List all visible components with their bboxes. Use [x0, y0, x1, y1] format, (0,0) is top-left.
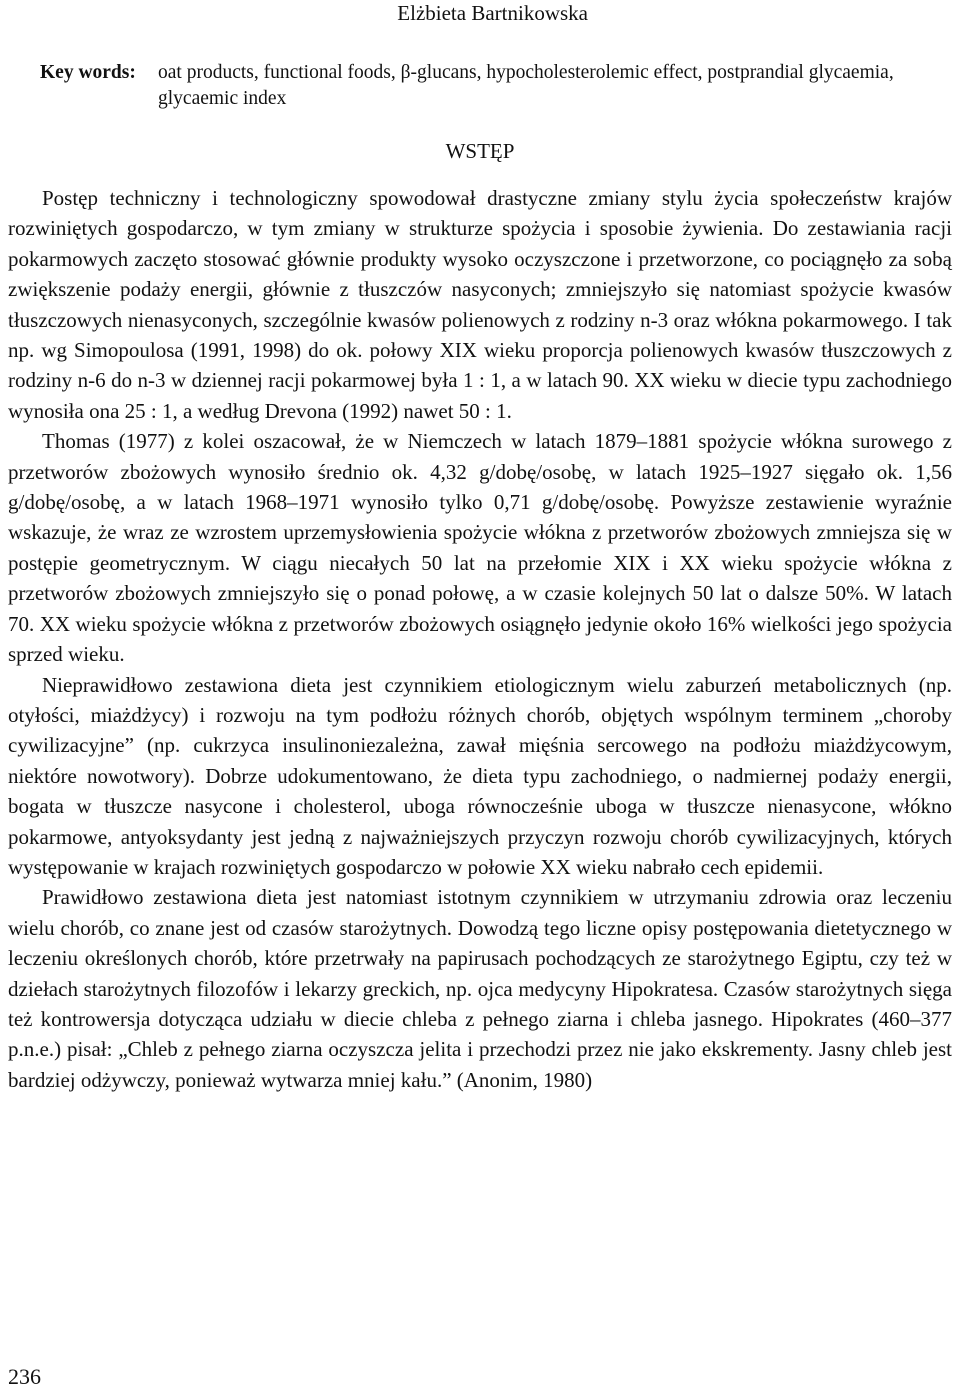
section-title: WSTĘP: [445, 139, 515, 163]
paragraph: Thomas (1977) z kolei oszacował, że w Niemczech w latach 1879–1881 spożycie włókna surowego z przetworów zbożowych wynosiło średnio ok. 4,32 g/dobę/osobę, w latach 1925–1927 sięgało ok. 1,56 g/dobę/osobę, a w latach 1968–1971 wynosiło tylko 0,71 g/dobę/osobę. Powyższe zestawienie wyraźnie wskazuje, że wraz ze wzrostem uprzemysłowienia spożycie włókna z przetworów zbożowych zmniejsza się w postępie geometrycznym. W ciągu niecałych 50 lat na przełomie XIX i XX wieku spożycie włókna z przetworów zbożowych zmniejszyło się o ponad połowę, a w czasie kolejnych 50 lat o dalsze 50%. W latach 70. XX wieku spożycie włókna z przetworów zbożowych osiągnęło jedynie około 16% wielkości jego spożycia sprzed wieku.: [8, 429, 952, 667]
paragraph: Nieprawidłowo zestawiona dieta jest czynnikiem etiologicznym wielu zaburzeń metabolicznych (np. otyłości, miażdżycy) i rozwoju na tym podłożu różnych chorób, objętych wspólnym terminem „choroby cywilizacyjne” (np. cukrzyca insulinoniezależna, zawał mięśnia sercowego na podłożu miażdżycowym, niektóre nowotwory). Dobrze udokumentowano, że dieta typu zachodniego, o nadmiernej podaży energii, bogata w tłuszcze nasycone i cholesterol, uboga równocześnie uboga w tłuszcze nienasycone, włókno pokarmowe, antyoksydanty jest jedną z najważniejszych przyczyn rozwoju chorób cywilizacyjnych, których występowanie w krajach rozwiniętych gospodarczo w połowie XX wieku nabrało cech epidemii.: [8, 672, 952, 879]
paragraph: Prawidłowo zestawiona dieta jest natomiast istotnym czynnikiem w utrzymaniu zdrowia oraz leczeniu wielu chorób, co znane jest od czasów starożytnych. Dowodzą tego liczne opisy postępowania dietetycznego w leczeniu określonych chorób, które przetrwały na papirusach pochodzących ze starożytnego Egiptu, czy też w dziełach starożytnych filozofów i lekarzy greckich, np. ojca medycyny Hipokratesa. Czasów starożytnych sięga też kontrowersja dotycząca udziału w diecie chleba z pełnego ziarna i chleba jasnego. Hipokrates (460–377 p.n.e.) pisał: „Chleb z pełnego ziarna oczyszcza jelita i przechodzi przez nie jako ekskrementy. Jasny chleb jest bardziej odżywczy, ponieważ wytwarza mniej kału.” (Anonim, 1980): [8, 885, 952, 1092]
author-name: Elżbieta Bartnikowska: [397, 1, 588, 25]
paragraph: Postęp techniczny i technologiczny spowodował drastyczne zmiany stylu życia społeczeństw krajów rozwiniętych gospodarczo, w tym zmiany w strukturze spożycia i sposobie żywienia. Do zestawiania racji pokarmowych zaczęto stosować głównie produkty wysoko oczyszczone i przetworzone, co pociągnęło za sobą zwiększenie podaży energii, głównie z tłuszczów nasyconych; zmniejszyło się natomiast spożycie kwasów tłuszczowych nienasyconych, szczególnie kwasów polienowych z rodziny n-3 oraz włókna pokarmowego. I tak np. wg Simopoulosa (1991, 1998) do ok. połowy XIX wieku proporcja polienowych kwasów tłuszczowych z rodziny n-6 do n-3 w dziennej racji pokarmowej była 1 : 1, a w latach 90. XX wieku w diecie typu zachodniego wynosiła ona 25 : 1, a według Drevona (1992) nawet 50 : 1.: [8, 186, 952, 423]
body-text: [8, 183, 952, 1095]
keywords-block: [40, 60, 920, 112]
keywords-label: Key words:: [40, 62, 136, 83]
running-header: [0, 0, 960, 30]
page-number: 236: [8, 1364, 41, 1389]
keywords-text: oat products, functional foods, β-glucans, hypocholesterolemic effect, postprandial glycaemia, glycaemic index: [158, 62, 894, 109]
